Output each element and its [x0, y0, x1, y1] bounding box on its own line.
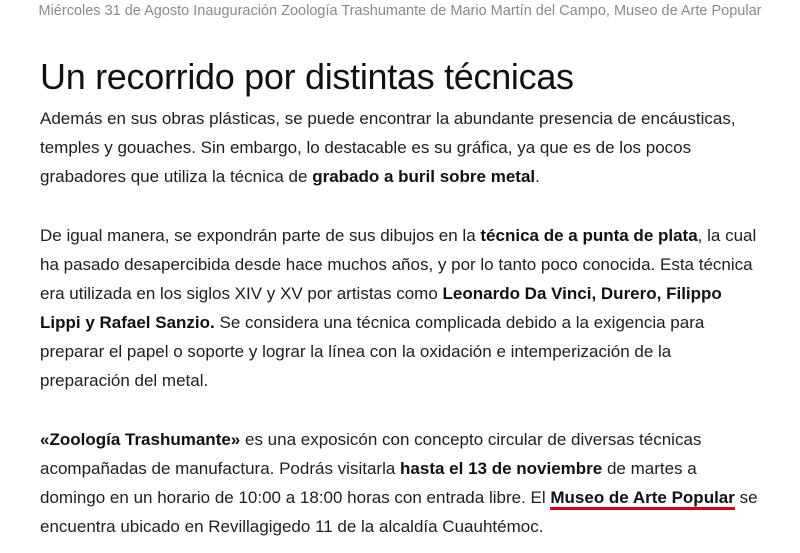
bold-text: hasta el 13 de noviembre	[400, 459, 603, 478]
paragraph-text: De igual manera, se expondrán parte de sus dibujos en la	[40, 226, 481, 245]
museum-link[interactable]: Museo de Arte Popular	[550, 488, 735, 510]
paragraph-text: , la cual ha pasado desapercibida desde hace muchos años, y por lo tanto poco conocida. Esta técnica era utilizada en los siglos XIV y XV por artistas como	[40, 226, 757, 303]
bold-text: técnica de a punta de plata	[480, 226, 698, 245]
section-heading: Un recorrido por distintas técnicas	[40, 56, 574, 97]
paragraph-text: .	[535, 167, 540, 186]
paragraph-text: se encuentra ubicado en Revillagigedo 11 de la alcaldía Cuauhtémoc.	[40, 488, 758, 536]
paragraph-exhibition-info	[40, 425, 764, 541]
paragraph-text: es una exposicón con concepto circular de diversas técnicas acompañadas de manufactura. Podrás visitarla	[40, 430, 702, 478]
bold-text: grabado a buril sobre metal	[312, 167, 536, 186]
bold-text: «Zoología Trashumante»	[40, 430, 241, 449]
paragraph-text: Además en sus obras plásticas, se puede encontrar la abundante presencia de encáusticas, temples y gouaches. Sin embargo, lo destacable es su gráfica, ya que es de los pocos grabadores que utiliza la técnica de	[40, 109, 736, 186]
paragraph-techniques	[40, 104, 764, 191]
paragraph-silverpoint	[40, 221, 764, 395]
bold-text: Leonardo Da Vinci, Durero, Filippo Lippi y Rafael Sanzio.	[40, 284, 722, 332]
paragraph-text: de martes a domingo en un horario de 10:00 a 18:00 horas con entrada libre. El	[40, 459, 697, 507]
paragraph-text: Se considera una técnica complicada debido a la exigencia para preparar el papel o soporte y lograr la línea con la oxidación e intemperización de la preparación del metal.	[40, 313, 705, 390]
image-caption: Miércoles 31 de Agosto Inauguración Zoología Trashumante de Mario Martín del Campo, Museo de Arte Popular	[38, 3, 762, 19]
